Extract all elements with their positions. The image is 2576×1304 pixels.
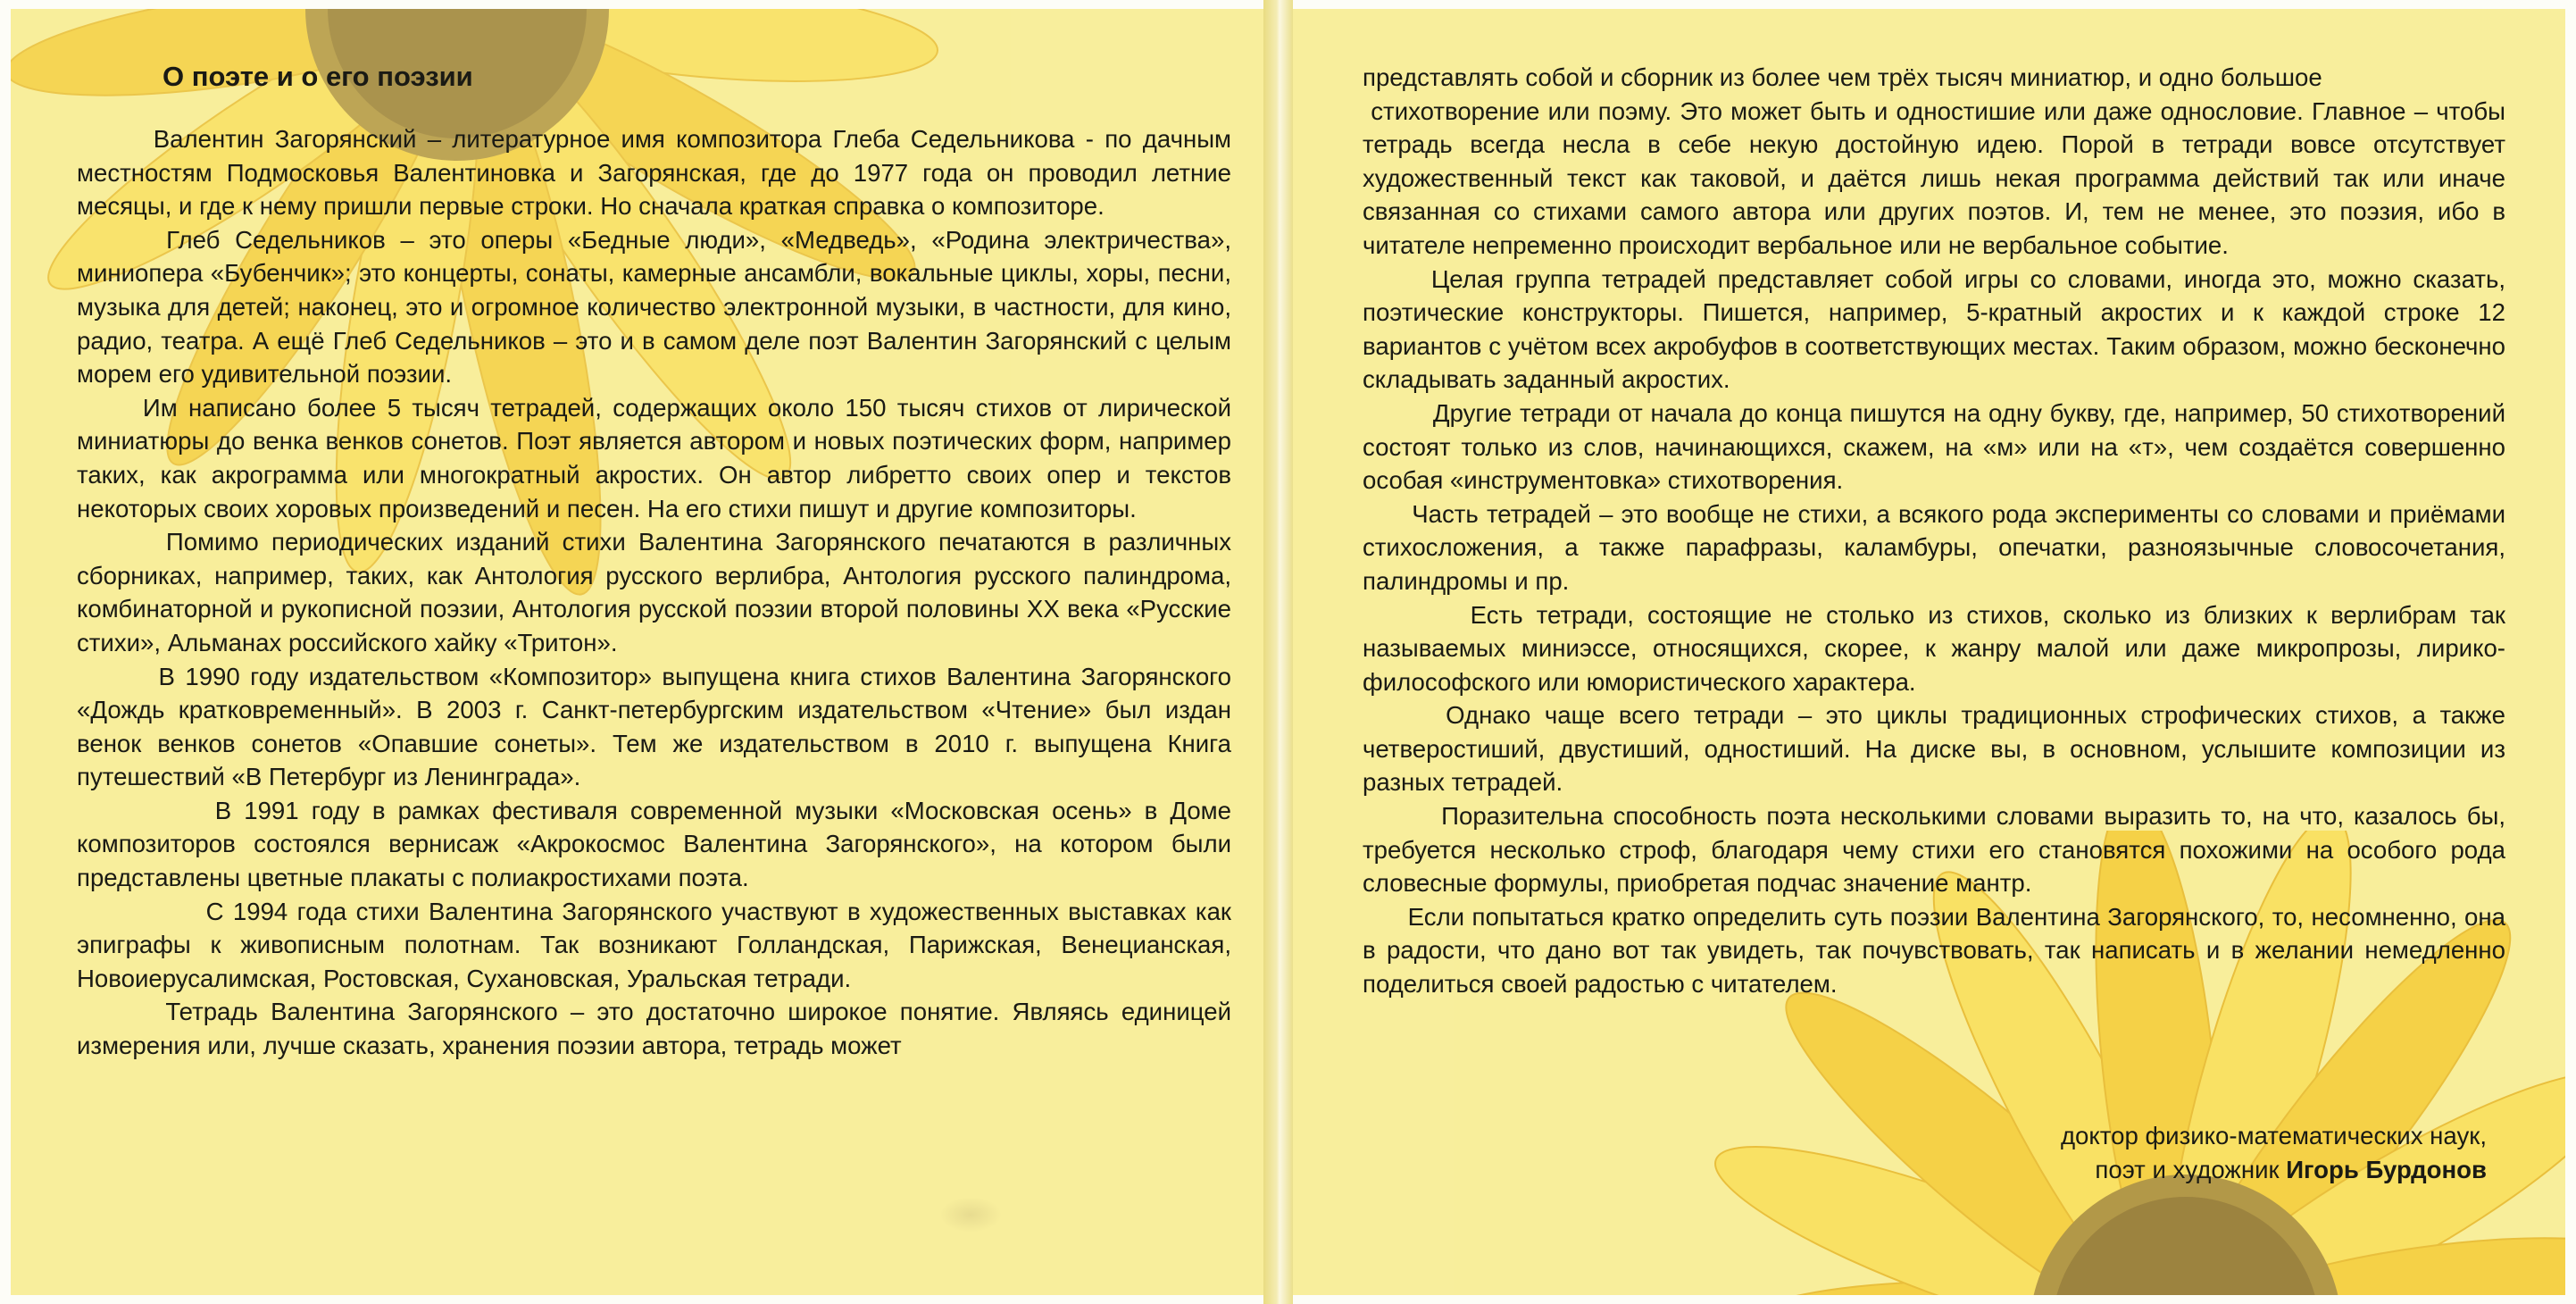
paragraph: стихотворение или поэму. Это может быть и одностишие или даже однословие. Главное – чтобы тетрадь всегда несла в себе некую достойную идею. Порой в тетради вовсе отсутствует художественный текст как таковой, и даётся лишь некая программа действий так или иначе связанная со стихами самого автора или других поэтов. И, тем не менее, это поэзия, ибо в читателе непременно происходит вербальное или не вербальное событие. xyxy=(1363,96,2505,259)
paragraph: В 1990 году издательством «Композитор» выпущена книга стихов Валентина Загорянского «Дождь кратковременный». В 2003 г. Санкт-петербургским издательством «Чтение» был издан венок венков сонетов «Опавшие сонеты». Тем же издательством в 2010 г. выпущена Книга путешествий «В Петербург из Ленинграда». xyxy=(77,662,1231,791)
author-signature xyxy=(2061,1119,2487,1187)
paragraph: Однако чаще всего тетради – это циклы традиционных строфических стихов, а также четверостиший, двустиший, одностиший. На диске вы, в основном, услышите композиции из разных тетрадей. xyxy=(1363,701,2505,797)
paragraph: Валентин Загорянский – литературное имя композитора Глеба Седельникова - по дачным местностям Подмосковья Валентиновка и Загорянская, где до 1977 года он проводил летние месяцы, и где к нему пришли первые строки. Но сначала краткая справка о композиторе. xyxy=(77,125,1231,221)
paragraph: Глеб Седельников – это оперы «Бедные люди», «Медведь», «Родина электричества», миниопера «Бубенчик»; это концерты, сонаты, камерные ансамбли, вокальные циклы, хоры, песни, музыка для детей; наконец, это и огромное количество электронной музыки, в частности, для кино, радио, театра. А ещё Глеб Седельников – это и в самом деле поэт Валентин Загорянский с целым морем его удивительной поэзии. xyxy=(77,225,1231,389)
paragraph: В 1991 году в рамках фестиваля современной музыки «Московская осень» в Доме композиторов состоялся вернисаж «Акрокосмос Валентина Загорянского», на котором были представлены цветные плакаты с полиакростихами поэта. xyxy=(77,796,1231,892)
paragraph: С 1994 года стихи Валентина Загорянского участвуют в художественных выставках как эпиграфы к живописным полотнам. Так возникают Голландская, Парижская, Венецианская, Новоиерусалимская, Ростовская, Сухановская, Уральская тетради. xyxy=(77,897,1231,992)
right-page xyxy=(1293,9,2565,1295)
signature-line xyxy=(2061,1153,2487,1187)
paragraph: Часть тетрадей – это вообще не стихи, а всякого рода эксперименты со словами и приёмами стихосложения, а также парафразы, каламбуры, опечатки, разноязычные словосочетания, палиндромы и пр. xyxy=(1363,499,2505,595)
paragraph: Если попытаться кратко определить суть поэзии Валентина Загорянского, то, несомненно, она в радости, что дано вот так увидеть, так почувствовать, так написать и в желании немедленно поделиться своей радостью с читателем. xyxy=(1363,902,2505,999)
spine-gutter xyxy=(1263,0,1293,1304)
page-title: О поэте и о его поэзии xyxy=(163,61,473,92)
paragraph: Помимо периодических изданий стихи Валентина Загорянского печатаются в различных сборниках, например, таких, как Антология русского верлибра, Антология русского палиндрома, комбинаторной и рукописной поэзии, Антология русской поэзии второй половины XX века «Русские стихи», Альманах российского хайку «Тритон». xyxy=(77,528,1231,656)
paragraph: Тетрадь Валентина Загорянского – это достаточно широкое понятие. Являясь единицей измерения или, лучше сказать, хранения поэзии автора, тетрадь может xyxy=(77,998,1231,1060)
signature-role: поэт и художник xyxy=(2095,1156,2287,1183)
signature-name: Игорь Бурдонов xyxy=(2286,1156,2487,1183)
paragraph: представлять собой и сборник из более чем трёх тысяч миниатюр, и одно большое xyxy=(1363,63,2322,91)
paragraph: Целая группа тетрадей представляет собой игры со словами, иногда это, можно сказать, поэтические конструкторы. Пишется, например, 5-кратный акростих и к каждой строке 12 вариантов с учётом всех акробуфов в соответствующих местах. Таким образом, можно бесконечно складывать заданный акростих. xyxy=(1363,264,2505,394)
paragraph: Им написано более 5 тысяч тетрадей, содержащих около 150 тысяч стихов от лирической миниатюры до венка венков сонетов. Поэт является автором и новых поэтических форм, например таких, как акрограмма или многократный акростих. Он автор либретто своих опер и текстов некоторых своих хоровых произведений и песен. На его стихи пишут и другие композиторы. xyxy=(77,393,1231,522)
paragraph: Другие тетради от начала до конца пишутся на одну букву, где, например, 50 стихотворений состоят только из слов, начинающихся, скажем, на «м» или на «т», чем создаётся совершенно особая «инструментовка» стихотворения. xyxy=(1363,398,2505,495)
paragraph: Поразительна способность поэта несколькими словами выразить то, на что, казалось бы, требуется несколько строф, благодаря чему стихи его становятся похожими на особого рода словесные формулы, приобретая подчас значение мантр. xyxy=(1363,802,2505,898)
left-page-body xyxy=(77,122,1231,1063)
signature-title: доктор физико-математических наук, xyxy=(2060,1122,2487,1149)
paragraph: Есть тетради, состоящие не столько из стихов, сколько из близких к верлибрам так называемых миниэссе, относящихся, скорее, к жанру малой или даже микропрозы, лирико-философского или юмористического характера. xyxy=(1363,600,2505,696)
left-page xyxy=(11,9,1263,1295)
right-page-body xyxy=(1363,61,2505,1001)
